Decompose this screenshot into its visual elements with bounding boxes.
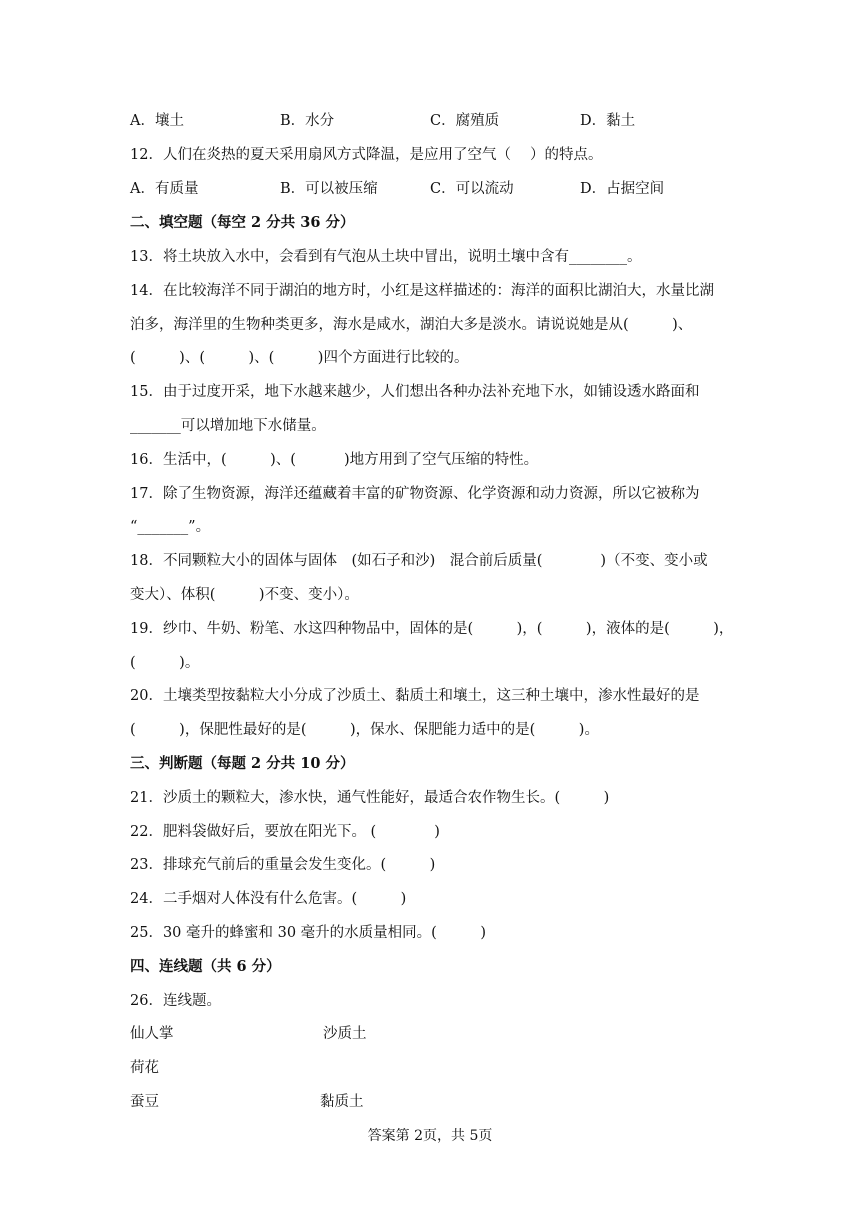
q15-line-2: _______可以增加地下水储量。 xyxy=(130,418,326,434)
q14-line-2: 泊多，海洋里的生物种类更多，海水是咸水，湖泊大多是淡水。请说说她是从( )、 xyxy=(130,317,693,333)
q19-line-1: 19．纱巾、牛奶、粉笔、水这四种物品中，固体的是( )，( )，液体的是( )， xyxy=(130,621,734,637)
q12-option-c: C．可以流动 xyxy=(430,181,514,197)
q18-line-1: 18．不同颗粒大小的固体与固体 (如石子和沙) 混合前后质量( )（不变、变小或 xyxy=(130,553,708,569)
matching-item-left: 仙人掌 xyxy=(130,1026,174,1042)
q26-text: 26．连线题。 xyxy=(130,993,221,1009)
q23-text: 23．排球充气前后的重量会发生变化。( ) xyxy=(130,857,436,873)
q11-option-b: B．水分 xyxy=(280,113,335,129)
matching-item-right: 黏质土 xyxy=(320,1094,364,1110)
q18-line-2: 变大）、体积( )不变、变小）。 xyxy=(130,587,359,603)
q19-line-2: ( )。 xyxy=(130,655,200,671)
q12-option-d: D．占据空间 xyxy=(580,181,665,197)
section-heading-matching: 四、连线题（共 6 分） xyxy=(130,958,281,975)
q11-option-d: D．黏土 xyxy=(580,113,636,129)
q14-line-3: ( )、( )、( )四个方面进行比较的。 xyxy=(130,350,469,366)
q16-text: 16．生活中，( )、( )地方用到了空气压缩的特性。 xyxy=(130,452,539,468)
q11-option-a: A．壤土 xyxy=(130,113,184,129)
q22-text: 22．肥料袋做好后，要放在阳光下。 ( ) xyxy=(130,824,440,840)
q12-option-a: A．有质量 xyxy=(130,181,199,197)
matching-item-left: 荷花 xyxy=(130,1060,159,1076)
section-heading-true-false: 三、判断题（每题 2 分共 10 分） xyxy=(130,755,355,772)
q14-line-1: 14．在比较海洋不同于湖泊的地方时，小红是这样描述的：海洋的面积比湖泊大，水量比湖 xyxy=(130,283,714,299)
q15-line-1: 15．由于过度开采，地下水越来越少，人们想出各种办法补充地下水，如铺设透水路面和 xyxy=(130,384,700,400)
q12-text: 12．人们在炎热的夏天采用扇风方式降温，是应用了空气（ ）的特点。 xyxy=(130,147,603,163)
q12-option-b: B．可以被压缩 xyxy=(280,181,378,197)
q17-line-1: 17．除了生物资源，海洋还蕴藏着丰富的矿物资源、化学资源和动力资源，所以它被称为 xyxy=(130,486,700,502)
q17-line-2: “_______”。 xyxy=(130,519,211,535)
section-heading-fill-in: 二、填空题（每空 2 分共 36 分） xyxy=(130,214,355,231)
q25-text: 25．30 毫升的蜂蜜和 30 毫升的水质量相同。( ) xyxy=(130,925,486,941)
page-footer: 答案第 2页，共 5页 xyxy=(367,1128,493,1144)
q20-line-1: 20．土壤类型按黏粒大小分成了沙质土、黏质土和壤土，这三种土壤中，渗水性最好的是 xyxy=(130,688,700,704)
q20-line-2: ( )，保肥性最好的是( )，保水、保肥能力适中的是( )。 xyxy=(130,722,599,738)
matching-item-left: 蚕豆 xyxy=(130,1094,159,1110)
q24-text: 24．二手烟对人体没有什么危害。( ) xyxy=(130,891,407,907)
matching-item-right: 沙质土 xyxy=(323,1026,367,1042)
q13-text: 13．将土块放入水中，会看到有气泡从土块中冒出，说明土壤中含有________。 xyxy=(130,249,642,265)
q21-text: 21．沙质土的颗粒大，渗水快，通气性能好，最适合农作物生长。( ) xyxy=(130,790,610,806)
q11-option-c: C．腐殖质 xyxy=(430,113,500,129)
